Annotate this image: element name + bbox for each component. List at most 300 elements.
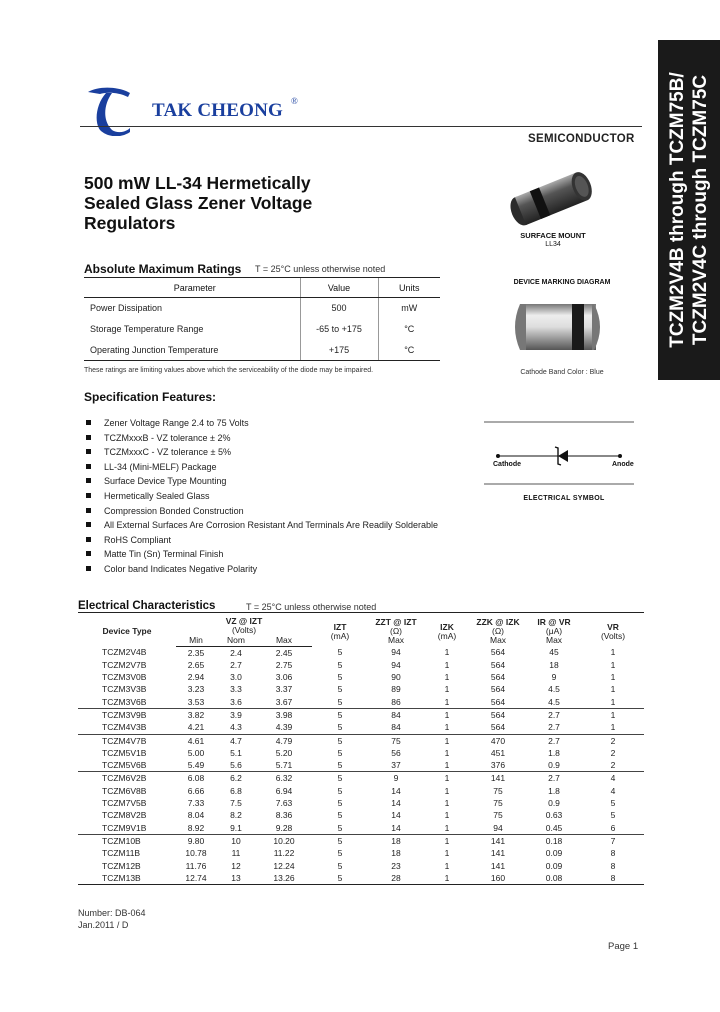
value-cell: 5.1 [230, 747, 242, 758]
col-vz-max: Max [256, 635, 312, 646]
zzt-unit: (Ω) [390, 626, 403, 636]
value-cell: 3.98 [275, 709, 293, 720]
list-item [86, 460, 438, 475]
value-cell: 564 [490, 709, 506, 720]
zzk-max: Max [489, 635, 507, 645]
device-cell: TCZM11B [102, 848, 141, 859]
table-row [78, 785, 644, 797]
bullet-icon [86, 566, 91, 571]
abs-max-condition: T = 25°C unless otherwise noted [255, 264, 386, 274]
spec-list [86, 416, 438, 577]
value-cell: 9.28 [256, 822, 312, 835]
value-cell: 3.3 [230, 684, 242, 695]
col-vr [582, 613, 644, 647]
col-units: Units [378, 278, 440, 298]
abs-max-table [84, 277, 440, 361]
value-cell: 3.37 [275, 684, 293, 695]
value-cell: 5 [337, 684, 343, 695]
table-row [84, 340, 440, 361]
list-item [86, 489, 438, 504]
value-cell: 9 [551, 672, 557, 683]
value-cell: 6.94 [275, 785, 293, 796]
value-cell: 8.2 [230, 810, 242, 821]
col-parameter: Parameter [84, 278, 300, 298]
value-cell: 6.32 [275, 773, 293, 784]
vz-unit: (Volts) [231, 625, 257, 635]
table-row [78, 671, 644, 683]
units-cell: mW [378, 298, 440, 319]
value-cell: 5 [337, 735, 343, 746]
value-cell: 10.78 [185, 848, 207, 859]
value-cell: 4.79 [275, 735, 293, 746]
list-item-text: Color band Indicates Negative Polarity [104, 563, 258, 574]
value-cell: 75 [493, 810, 503, 821]
side-banner-text [666, 72, 712, 348]
value-cell: 5 [337, 647, 343, 658]
value-cell: 8.04 [187, 810, 205, 821]
list-item [86, 518, 438, 533]
value-cell: 84 [368, 721, 424, 734]
value-cell: 1 [444, 659, 450, 670]
value-cell: 500 [300, 298, 378, 319]
value-cell: 5 [337, 747, 343, 758]
col-device: Device Type [78, 613, 176, 647]
document-date: Jan.2011 / D [78, 920, 129, 930]
value-cell: 5 [337, 860, 343, 871]
value-cell: 5.71 [256, 759, 312, 772]
value-cell: 1 [424, 721, 470, 734]
bullet-icon [86, 493, 91, 498]
value-cell: 5.49 [176, 759, 216, 772]
value-cell: 6.08 [187, 773, 205, 784]
param-cell: Operating Junction Temperature [84, 340, 300, 361]
col-izt [312, 613, 368, 647]
device-cell: TCZM10B [102, 835, 141, 846]
value-cell: 12.74 [176, 872, 216, 885]
table-row [78, 797, 644, 809]
value-cell: 10 [231, 835, 241, 846]
table-row [84, 298, 440, 319]
value-cell: 1 [610, 659, 616, 670]
value-cell: 1.8 [548, 747, 560, 758]
value-cell: 86 [368, 696, 424, 709]
value-cell: 1 [444, 860, 450, 871]
value-cell: 10.20 [273, 835, 295, 846]
table-row [78, 847, 644, 859]
device-cell: TCZM9V1B [78, 822, 176, 835]
list-item-text: Compression Bonded Construction [104, 505, 244, 516]
device-cell: TCZM13B [78, 872, 176, 885]
tak-cheong-logo [84, 84, 132, 136]
value-cell: 564 [470, 696, 526, 709]
list-item [86, 474, 438, 489]
col-vz-nom: Nom [216, 635, 256, 646]
value-cell: 6.8 [230, 785, 242, 796]
title-line3: Regulators [84, 213, 176, 233]
value-cell: 12 [231, 860, 241, 871]
value-cell: 5.20 [275, 747, 293, 758]
value-cell: 7.63 [275, 798, 293, 809]
value-cell: 18 [391, 835, 401, 846]
value-cell: 18 [549, 659, 559, 670]
value-cell: 5.6 [216, 759, 256, 772]
value-cell: 1 [444, 747, 450, 758]
value-cell: 1 [444, 798, 450, 809]
value-cell: 28 [368, 872, 424, 885]
units-cell: °C [378, 319, 440, 340]
value-cell: 5 [337, 785, 343, 796]
bullet-icon [86, 551, 91, 556]
value-cell: 94 [470, 822, 526, 835]
value-cell: 14 [391, 785, 401, 796]
value-cell: 451 [490, 747, 506, 758]
value-cell: 1 [444, 785, 450, 796]
value-cell: 4.5 [526, 696, 582, 709]
col-vz [176, 613, 312, 636]
bullet-icon [86, 420, 91, 425]
list-item-text: Zener Voltage Range 2.4 to 75 Volts [104, 418, 249, 428]
value-cell: 1 [444, 672, 450, 683]
value-cell: 3.9 [230, 709, 242, 720]
col-zzt [368, 613, 424, 647]
value-cell: 1 [444, 773, 450, 784]
electrical-symbol-title: ELECTRICAL SYMBOL [523, 495, 605, 502]
value-cell: 1 [444, 848, 450, 859]
value-cell: 11.76 [185, 860, 207, 871]
zzt-label: ZZT @ IZT [375, 617, 417, 627]
value-cell: 2 [610, 747, 616, 758]
value-cell: 1 [444, 709, 450, 720]
value-cell: 141 [490, 773, 506, 784]
value-cell: 4.3 [216, 721, 256, 734]
anode-label: Anode [612, 461, 634, 468]
list-item-text: TCZMxxxC - VZ tolerance ± 5% [104, 447, 231, 458]
value-cell: 6.66 [187, 785, 205, 796]
value-cell: 23 [391, 860, 401, 871]
value-cell: 5 [337, 709, 343, 720]
brand-name: TAK CHEONG [152, 100, 283, 121]
ir-unit: (μA) [545, 626, 563, 636]
list-item [86, 431, 438, 446]
table-row [78, 708, 644, 721]
value-cell: 8.92 [176, 822, 216, 835]
value-cell: 564 [490, 647, 506, 658]
table-row [78, 683, 644, 695]
value-cell: 1.8 [548, 785, 560, 796]
device-cell: TCZM4V3B [78, 721, 176, 734]
table-row [78, 834, 644, 847]
col-izk [424, 613, 470, 647]
list-item-text: All External Surfaces Are Corrosion Resistant And Terminals Are Readily Solderable [104, 520, 438, 531]
izt-unit: (mA) [330, 630, 350, 641]
value-cell: 3.53 [176, 696, 216, 709]
side-banner-line1: TCZM2V4B through TCZM75B/ [667, 72, 688, 348]
value-cell: 56 [391, 747, 401, 758]
table-row [78, 734, 644, 747]
value-cell: 1 [610, 672, 616, 683]
col-zzk [470, 613, 526, 647]
list-item [86, 533, 438, 548]
table-row [78, 721, 644, 734]
value-cell: 13.26 [256, 872, 312, 885]
value-cell: 1 [610, 647, 616, 658]
value-cell: 14 [391, 810, 401, 821]
table-row [78, 696, 644, 709]
value-cell: 0.09 [545, 860, 563, 871]
value-cell: 11 [231, 848, 241, 859]
units-cell: °C [378, 340, 440, 361]
value-cell: 564 [470, 721, 526, 734]
value-cell: 4.5 [548, 684, 560, 695]
value-cell: 8.36 [275, 810, 293, 821]
device-cell: TCZM3V9B [102, 709, 147, 720]
registered-mark: ® [291, 96, 298, 106]
value-cell: 5 [337, 672, 343, 683]
device-cell: TCZM6V8B [102, 785, 147, 796]
value-cell: 2.7 [230, 659, 242, 670]
list-item-text: Hermetically Sealed Glass [104, 490, 210, 501]
vz-label: VZ @ IZT [225, 616, 263, 626]
value-cell: 3.06 [275, 672, 293, 683]
value-cell: 0.9 [548, 798, 560, 809]
value-cell: 564 [490, 672, 506, 683]
vr-unit: (Volts) [600, 630, 626, 641]
izk-label: IZK [440, 621, 454, 632]
device-cell: TCZM2V7B [102, 659, 147, 670]
device-cell: TCZM12B [102, 860, 141, 871]
value-cell: -65 to +175 [300, 319, 378, 340]
list-item-text: RoHS Compliant [104, 534, 172, 545]
value-cell: 14 [391, 798, 401, 809]
value-cell: 18 [391, 848, 401, 859]
value-cell: 1 [610, 684, 616, 695]
table-row [78, 809, 644, 821]
value-cell: 14 [368, 822, 424, 835]
value-cell: 1 [424, 872, 470, 885]
value-cell: 8 [610, 860, 616, 871]
value-cell: 0.63 [545, 810, 563, 821]
value-cell: 3.23 [187, 684, 205, 695]
value-cell: 7.5 [230, 798, 242, 809]
value-cell: 0.18 [545, 835, 563, 846]
bullet-icon [86, 537, 91, 542]
device-cell: TCZM8V2B [102, 810, 147, 821]
list-item [86, 504, 438, 519]
header-rule [80, 126, 642, 127]
col-ir [526, 613, 582, 647]
bullet-icon [86, 478, 91, 483]
value-cell: 0.08 [526, 872, 582, 885]
value-cell: 376 [470, 759, 526, 772]
package-label: SURFACE MOUNT [520, 231, 586, 240]
value-cell: 1 [424, 822, 470, 835]
list-item-text: LL-34 (Mini-MELF) Package [104, 461, 217, 472]
izk-unit: (mA) [437, 630, 457, 641]
value-cell: 7.33 [187, 798, 205, 809]
table-row [78, 646, 644, 659]
value-cell: 4.61 [187, 735, 205, 746]
table-row [78, 759, 644, 772]
value-cell: 1 [444, 735, 450, 746]
marking-caption: Cathode Band Color : Blue [520, 369, 604, 376]
electrical-characteristics-table [78, 612, 644, 885]
value-cell: 5 [610, 810, 616, 821]
elec-table-body [78, 646, 644, 885]
value-cell: 5.00 [187, 747, 205, 758]
title-line2: Sealed Glass Zener Voltage [84, 193, 313, 213]
value-cell: 3.82 [187, 709, 205, 720]
value-cell: 5 [337, 835, 343, 846]
device-cell: TCZM2V4B [102, 647, 147, 658]
value-cell: 0.45 [526, 822, 582, 835]
value-cell: +175 [300, 340, 378, 361]
device-cell: TCZM3V6B [78, 696, 176, 709]
value-cell: 6.2 [230, 773, 242, 784]
side-banner-line2: TCZM2V4C through TCZM75C [690, 74, 711, 346]
cathode-label: Cathode [493, 461, 521, 468]
value-cell: 2 [582, 759, 644, 772]
value-cell: 2.65 [187, 659, 205, 670]
zzk-label: ZZK @ IZK [476, 617, 520, 627]
elec-condition: T = 25°C unless otherwise noted [246, 602, 377, 612]
value-cell: 564 [490, 684, 506, 695]
value-cell: 2.94 [187, 672, 205, 683]
value-cell: 2.45 [275, 647, 293, 658]
value-cell: 1 [610, 709, 616, 720]
value-cell: 5 [337, 659, 343, 670]
title-line1: 500 mW LL-34 Hermetically [84, 173, 311, 193]
value-cell: 1 [444, 835, 450, 846]
list-item [86, 416, 438, 431]
col-vz-min: Min [176, 635, 216, 646]
value-cell: 37 [368, 759, 424, 772]
document-title [84, 173, 374, 233]
abs-max-note: These ratings are limiting values above which the serviceability of the diode may be impaired. [84, 367, 374, 374]
value-cell: 1 [582, 721, 644, 734]
value-cell: 9.1 [216, 822, 256, 835]
value-cell: 11.22 [273, 848, 295, 859]
bullet-icon [86, 449, 91, 454]
list-item-text: TCZMxxxB - VZ tolerance ± 2% [104, 432, 231, 443]
zzt-max: Max [387, 635, 405, 645]
value-cell: 2.7 [526, 721, 582, 734]
value-cell: 470 [490, 735, 506, 746]
value-cell: 3.67 [256, 696, 312, 709]
value-cell: 5 [312, 696, 368, 709]
marking-diagram-title: DEVICE MARKING DIAGRAM [513, 279, 611, 286]
value-cell: 5 [337, 773, 343, 784]
table-row [78, 659, 644, 671]
value-cell: 4.39 [256, 721, 312, 734]
value-cell: 0.9 [526, 759, 582, 772]
table-row [78, 860, 644, 872]
zener-symbol-icon [484, 420, 634, 492]
device-cell: TCZM3V0B [102, 672, 147, 683]
table-row [84, 319, 440, 340]
value-cell: 94 [391, 647, 401, 658]
value-cell: 7 [610, 835, 616, 846]
bullet-icon [86, 508, 91, 513]
table-row [78, 822, 644, 835]
table-row [78, 772, 644, 785]
value-cell: 5 [312, 721, 368, 734]
value-cell: 8 [610, 848, 616, 859]
table-row [78, 872, 644, 885]
value-cell: 141 [490, 835, 506, 846]
device-cell: TCZM6V2B [102, 773, 147, 784]
value-cell: 9.80 [187, 835, 205, 846]
value-cell: 6 [582, 822, 644, 835]
division-label: SEMICONDUCTOR [528, 133, 635, 145]
bullet-icon [86, 464, 91, 469]
value-cell: 1 [444, 684, 450, 695]
value-cell: 0.09 [545, 848, 563, 859]
value-cell: 141 [490, 860, 506, 871]
vr-label: VR [607, 621, 619, 632]
value-cell: 75 [493, 785, 503, 796]
document-number: Number: DB-064 [78, 908, 146, 918]
izt-label: IZT [333, 621, 347, 632]
value-cell: 3.0 [230, 672, 242, 683]
value-cell: 5 [312, 759, 368, 772]
list-item [86, 547, 438, 562]
list-item [86, 562, 438, 577]
value-cell: 90 [391, 672, 401, 683]
value-cell: 12.24 [273, 860, 295, 871]
value-cell: 4 [610, 785, 616, 796]
bullet-icon [86, 435, 91, 440]
value-cell: 5 [312, 822, 368, 835]
value-cell: 3.6 [216, 696, 256, 709]
value-cell: 75 [493, 798, 503, 809]
list-item-text: Matte Tin (Sn) Terminal Finish [104, 549, 224, 560]
bullet-icon [86, 522, 91, 527]
device-cell: TCZM4V7B [102, 735, 147, 746]
list-item-text: Surface Device Type Mounting [104, 476, 227, 487]
value-cell: 8 [582, 872, 644, 885]
value-cell: 94 [391, 659, 401, 670]
param-cell: Power Dissipation [90, 303, 163, 314]
package-sub: LL34 [545, 241, 561, 248]
list-item [86, 445, 438, 460]
package-image [498, 166, 608, 230]
device-cell: TCZM5V1B [102, 747, 147, 758]
device-cell: TCZM3V3B [102, 684, 147, 695]
value-cell: 1 [444, 647, 450, 658]
value-cell: 4.21 [176, 721, 216, 734]
value-cell: 2.7 [548, 773, 560, 784]
value-cell: 2.75 [275, 659, 293, 670]
value-cell: 564 [490, 659, 506, 670]
value-cell: 2.35 [187, 647, 205, 658]
value-cell: 2.7 [548, 709, 560, 720]
value-cell: 5 [610, 798, 616, 809]
page-number: Page 1 [608, 941, 639, 952]
value-cell: 1 [444, 810, 450, 821]
value-cell: 2.7 [548, 735, 560, 746]
value-cell: 9 [393, 773, 399, 784]
zzk-unit: (Ω) [492, 626, 505, 636]
value-cell: 160 [470, 872, 526, 885]
elec-heading: Electrical Characteristics [78, 600, 216, 612]
device-cell: TCZM5V6B [78, 759, 176, 772]
ir-label: IR @ VR [537, 617, 571, 627]
ir-max: Max [545, 635, 563, 645]
col-value: Value [300, 278, 378, 298]
marking-diagram [508, 296, 612, 358]
param-cell: Storage Temperature Range [90, 324, 204, 334]
abs-max-heading: Absolute Maximum Ratings [84, 262, 242, 276]
